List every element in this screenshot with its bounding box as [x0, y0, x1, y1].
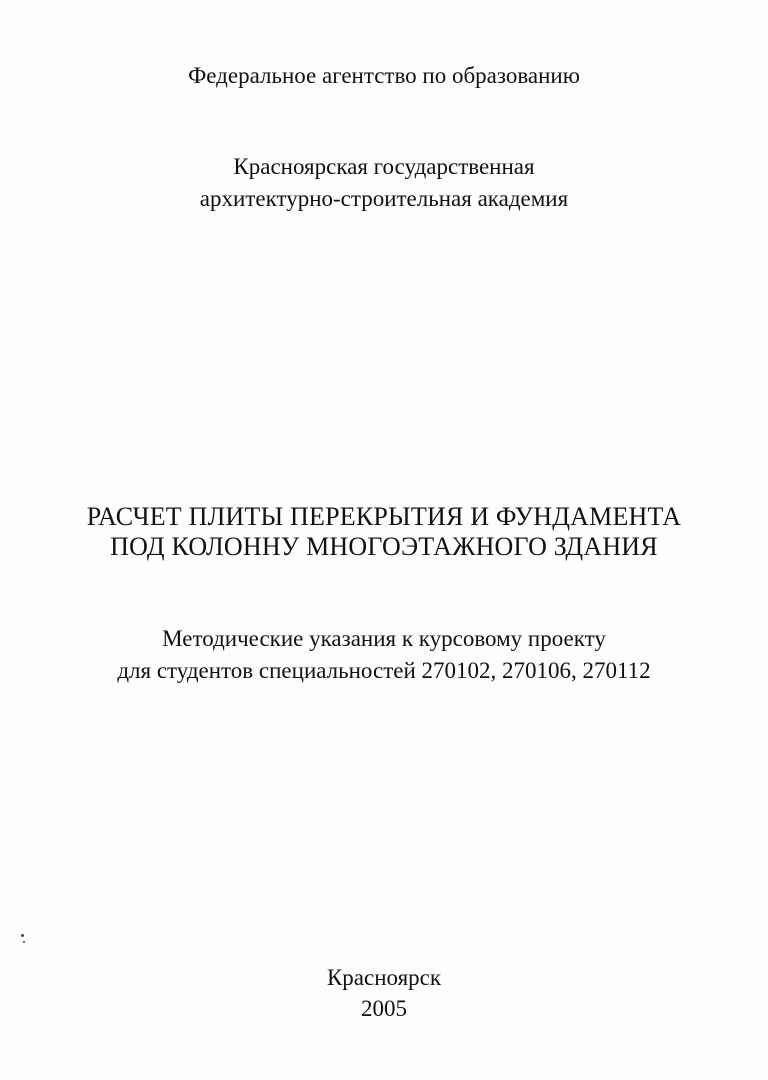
scan-speck — [23, 941, 25, 943]
document-title-line-1: РАСЧЕТ ПЛИТЫ ПЕРЕКРЫТИЯ И ФУНДАМЕНТА — [86, 502, 682, 531]
document-title-line-2: ПОД КОЛОННУ МНОГОЭТАЖНОГО ЗДАНИЯ — [110, 532, 658, 561]
academy-name-line-2: архитектурно-строительная академия — [199, 186, 569, 211]
document-subtitle-line-1: Методические указания к курсовому проекту — [162, 626, 606, 651]
publication-city: Красноярск — [326, 965, 442, 990]
academy-name-line-1: Красноярская государственная — [233, 154, 535, 179]
document-subtitle-line-2: для студентов специальностей 270102, 270106, 270112 — [117, 658, 651, 683]
publication-year: 2005 — [361, 996, 407, 1021]
scan-speck — [21, 934, 24, 937]
agency-name: Федеральное агентство по образованию — [188, 63, 580, 88]
